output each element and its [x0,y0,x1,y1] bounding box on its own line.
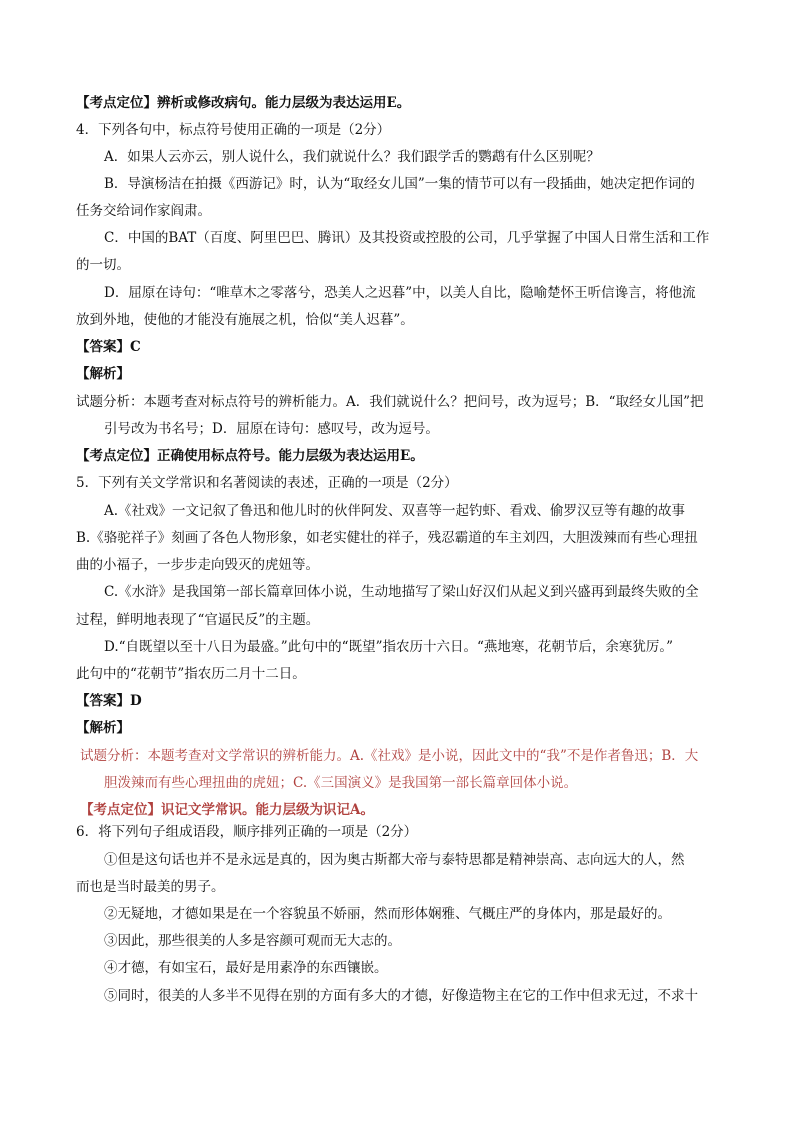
q4-analysis-heading: 【解析】 [76,366,130,382]
q4-answer: 【答案】C [76,339,141,355]
question-6-stem: 6．将下列句子组成语段，顺序排列正确的一项是（2分） [76,824,418,840]
question-4-stem: 4．下列各句中，标点符号使用正确的一项是（2分） [76,122,391,138]
q5-option-c: C.《水浒》是我国第一部长篇章回体小说，生动地描写了梁山好汉们从起义到兴盛再到最终失败的全 [104,584,699,600]
q4-option-c: C．中国的BAT（百度、阿里巴巴、腾讯）及其投资或控股的公司，几乎掌握了中国人日常生活和工作 [104,230,710,246]
exam-point-q3: 【考点定位】辨析或修改病句。能力层级为表达运用E。 [76,95,411,111]
exam-point-q4: 【考点定位】正确使用标点符号。能力层级为表达运用E。 [76,448,424,464]
q4-option-d: D．屈原在诗句：“唯草木之零落兮，恐美人之迟暮”中，以美人自比，隐喻楚怀王听信谗言，将他流 [104,285,696,301]
question-5-stem: 5．下列有关文学常识和名著阅读的表述，正确的一项是（2分） [76,475,458,491]
q4-option-a: A．如果人云亦云，别人说什么，我们就说什么？我们跟学舌的鹦鹉有什么区别呢？ [104,149,600,165]
exam-point-q5: 【考点定位】识记文学常识。能力层级为识记A。 [80,802,374,818]
q5-option-b-cont: 曲的小福子，一步步走向毁灭的虎妞等。 [76,557,319,573]
q6-sentence-3: ③因此，那些很美的人多是容颜可观而无大志的。 [104,933,401,949]
q5-option-b: B.《骆驼祥子》刻画了各色人物形象，如老实健壮的祥子，残忍霸道的车主刘四，大胆泼辣而有些心理扭 [76,530,698,546]
q5-analysis: 试题分析：本题考查对文学常识的辨析能力。A.《社戏》是小说，因此文中的“我”不是作者鲁迅；B．大 [80,748,699,764]
q5-analysis-heading: 【解析】 [76,720,130,736]
q4-option-c-cont: 的一切。 [76,257,130,273]
q4-analysis-cont: 引号改为书名号；D．屈原在诗句：感叹号，改为逗号。 [104,421,439,437]
q4-analysis: 试题分析：本题考查对标点符号的辨析能力。A．我们就说什么？把问号，改为逗号；B．“取经女儿国”把 [76,394,704,410]
q6-sentence-2: ②无疑地，才德如果是在一个容貌虽不娇丽，然而形体娴雅、气概庄严的身体内，那是最好的。 [104,906,671,922]
q5-option-c-cont: 过程，鲜明地表现了“官逼民反”的主题。 [76,612,320,628]
q4-option-b: B．导演杨洁在拍摄《西游记》时，认为“取经女儿国”一集的情节可以有一段插曲，她决定把作词的 [104,176,695,192]
q4-option-d-cont: 放到外地，使他的才能没有施展之机，恰似“美人迟暮”。 [76,312,414,328]
q5-analysis-cont: 胆泼辣而有些心理扭曲的虎妞；C.《三国演义》是我国第一部长篇章回体小说。 [104,775,578,791]
q6-sentence-1: ①但是这句话也并不是永远是真的，因为奥古斯都大帝与泰特思都是精神崇高、志向远大的人，然 [104,852,685,868]
q5-option-a: A.《社戏》一文记叙了鲁迅和他儿时的伙伴阿发、双喜等一起钓虾、看戏、偷罗汉豆等有趣的故事 [104,503,686,519]
q5-answer: 【答案】D [76,693,142,709]
q6-sentence-5: ⑤同时，很美的人多半不见得在别的方面有多大的才德，好像造物主在它的工作中但求无过，不求十 [104,988,698,1004]
q6-sentence-4: ④才德，有如宝石，最好是用素净的东西镶嵌。 [104,960,388,976]
q4-option-b-cont: 任务交给词作家阎肃。 [76,203,211,219]
q5-option-d: D.“自既望以至十八日为最盛。”此句中的“既望”指农历十六日。“燕地寒，花朝节后，余寒犹厉。” [104,639,674,655]
q5-option-d-cont: 此句中的“花朝节”指农历二月十二日。 [76,666,306,682]
q6-sentence-1-cont: 而也是当时最美的男子。 [76,879,225,895]
